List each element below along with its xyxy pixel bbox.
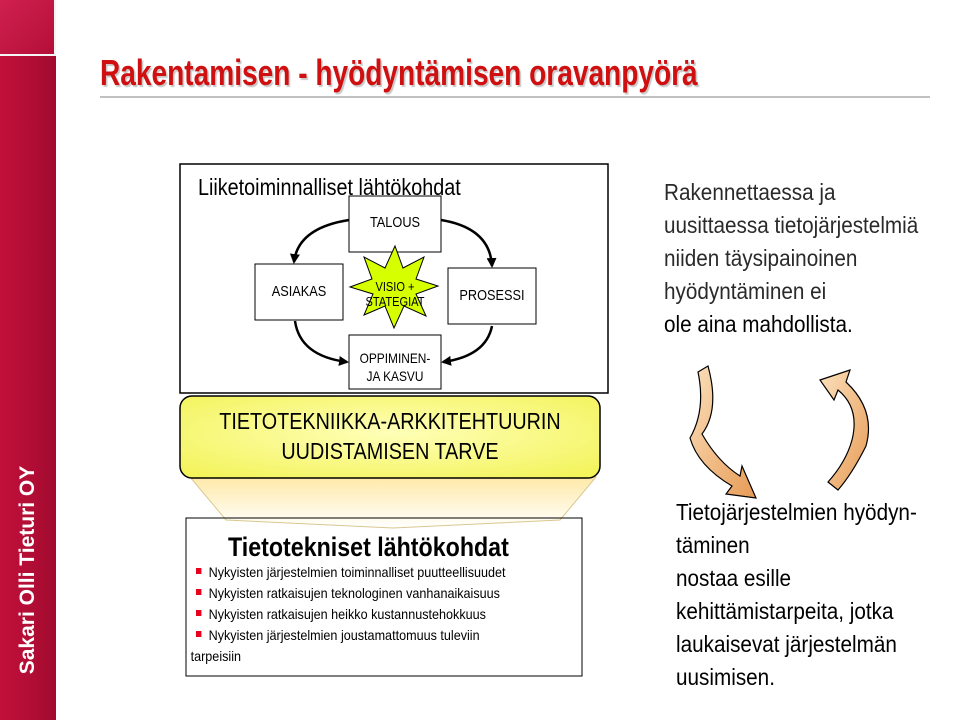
right-top-line4: hyödyntäminen ei: [664, 278, 827, 304]
tech-bullet-4-text: Nykyisten järjestelmien joustamattomuus tuleviin: [208, 627, 480, 643]
tech-bullet-1: [196, 562, 506, 583]
sidebar-author-text: Sakari Olli Tieturi OY: [16, 465, 39, 675]
tech-bullet-3-text: Nykyisten ratkaisujen heikko kustannustehokkuus: [208, 606, 486, 622]
right-top-line3: niiden täysipainoinen: [664, 245, 858, 271]
oppiminen-label-line1: OPPIMINEN-: [359, 350, 431, 366]
right-bottom-paragraph: [676, 496, 917, 694]
tech-bullet-4: [196, 625, 506, 646]
need-box-line1: TIETOTEKNIIKKA-ARKKITEHTUURIN: [219, 408, 561, 434]
bullet-icon: [196, 610, 201, 616]
slide-title: Rakentamisen - hyödyntämisen oravanpyörä: [100, 52, 698, 93]
right-bottom-line5: laukaisevat järjestelmän: [676, 631, 897, 657]
right-top-line2: uusittaessa tietojärjestelmiä: [664, 212, 919, 238]
right-bottom-line4: kehittämistarpeita, jotka: [676, 598, 894, 624]
need-box-text: [180, 406, 600, 466]
tech-bullet-continuation: tarpeisiin: [190, 648, 242, 664]
need-box-line2: UUDISTAMISEN TARVE: [281, 438, 499, 464]
asiakas-label: ASIAKAS: [271, 283, 327, 300]
tech-heading: Tietotekniset lähtökohdat: [228, 532, 509, 562]
right-top-line5: ole aina mahdollista.: [664, 311, 853, 337]
oppiminen-label: [356, 349, 434, 385]
funnel-shape: [190, 477, 596, 528]
prosessi-label: PROSESSI: [459, 287, 525, 304]
tech-bullet-1-text: Nykyisten järjestelmien toiminnalliset puutteellisuudet: [208, 564, 506, 580]
vision-label-line2: STATEGIAT: [365, 294, 425, 309]
curved-arrow-left: [690, 366, 756, 498]
curved-arrow-right: [820, 370, 869, 490]
oppiminen-label-line2: JA KASVU: [366, 368, 424, 384]
right-top-paragraph: [664, 176, 918, 341]
talous-label: TALOUS: [369, 214, 421, 231]
tech-bullet-2: [196, 583, 506, 604]
tech-bullet-list: [190, 562, 506, 667]
right-bottom-line3: nostaa esille: [676, 565, 792, 591]
right-bottom-line6: uusimisen.: [676, 664, 775, 690]
business-heading: Liiketoiminnalliset lähtökohdat: [198, 174, 461, 200]
tech-bullet-3: [196, 604, 506, 625]
bullet-icon: [196, 568, 201, 574]
right-bottom-line1: Tietojärjestelmien hyödyn-: [676, 499, 917, 525]
bullet-icon: [196, 589, 201, 595]
right-top-line1: Rakennettaessa ja: [664, 179, 836, 205]
vision-label: [357, 279, 434, 309]
right-bottom-line2: täminen: [676, 532, 750, 558]
tech-bullet-2-text: Nykyisten ratkaisujen teknologinen vanhanaikaisuus: [208, 585, 500, 601]
bullet-icon: [196, 631, 201, 637]
vision-label-line1: VISIO +: [375, 279, 415, 294]
